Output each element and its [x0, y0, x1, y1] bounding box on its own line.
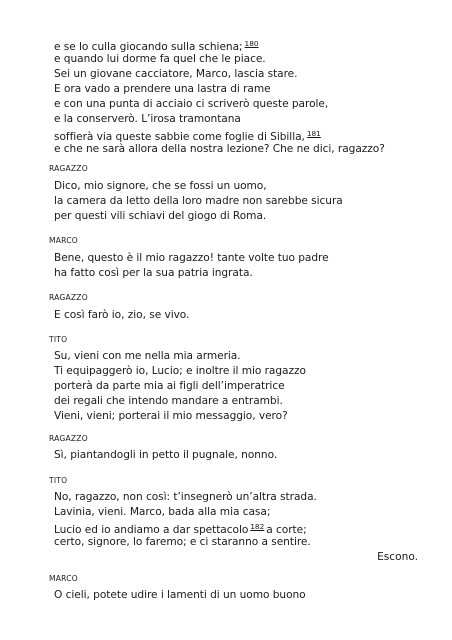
verse-text: a corte; [266, 524, 307, 536]
speaker-name: MARCO [49, 236, 78, 245]
verse-line: e quando lui dorme fa quel che le piace. [54, 53, 266, 65]
stage-direction: Escono. [377, 551, 418, 563]
speaker-name: RAGAZZO [49, 164, 88, 173]
speaker-name: RAGAZZO [49, 293, 88, 302]
speaker-name: TITO [49, 335, 68, 344]
verse-line: No, ragazzo, non così: t’insegnerò un’altra strada. [54, 491, 317, 503]
footnote-ref-181[interactable]: 181 [306, 129, 321, 138]
verse-text: Lucio ed io andiamo a dar spettacolo [54, 524, 249, 536]
verse-line: Sì, piantandogli in petto il pugnale, nonno. [54, 449, 278, 461]
footnote-ref-180[interactable]: 180 [244, 39, 259, 48]
verse-line: Dico, mio signore, che se fossi un uomo, [54, 180, 267, 192]
verse-line: Ti equipaggerò io, Lucio; e inoltre il mio ragazzo [54, 365, 306, 377]
verse-line: porterà da parte mia ai figli dell’imperatrice [54, 380, 285, 392]
verse-line: O cieli, potete udire i lamenti di un uomo buono [54, 589, 306, 601]
verse-line: e con una punta di acciaio ci scriverò queste parole, [54, 98, 329, 110]
verse-line: ha fatto così per la sua patria ingrata. [54, 267, 253, 279]
verse-line: Vieni, vieni; porterai il mio messaggio, vero? [54, 410, 288, 422]
verse-line: dei regali che intendo mandare a entrambi. [54, 395, 283, 407]
verse-line: e che ne sarà allora della nostra lezione? Che ne dici, ragazzo? [54, 143, 385, 155]
verse-line: E così farò io, zio, se vivo. [54, 309, 190, 321]
footnote-ref-182[interactable]: 182 [250, 522, 265, 531]
verse-line: certo, signore, lo faremo; e ci staranno a sentire. [54, 536, 311, 548]
verse-line: e la conserverò. L’irosa tramontana [54, 113, 241, 125]
verse-line: per questi vili schiavi del giogo di Roma. [54, 210, 267, 222]
speaker-name: MARCO [49, 574, 78, 583]
verse-line: la camera da letto della loro madre non sarebbe sicura [54, 195, 343, 207]
verse-line: Su, vieni con me nella mia armeria. [54, 350, 241, 362]
speaker-name: RAGAZZO [49, 434, 88, 443]
verse-line: Lavinia, vieni. Marco, bada alla mia casa; [54, 506, 271, 518]
verse-text: soffierà via queste sabbie come foglie di Sibilla, [54, 131, 305, 143]
verse-line: E ora vado a prendere una lastra di rame [54, 83, 271, 95]
verse-line: Sei un giovane cacciatore, Marco, lascia stare. [54, 68, 298, 80]
speaker-name: TITO [49, 476, 68, 485]
verse-line: Bene, questo è il mio ragazzo! tante volte tuo padre [54, 252, 329, 264]
verse-text: e se lo culla giocando sulla schiena; [54, 41, 243, 53]
